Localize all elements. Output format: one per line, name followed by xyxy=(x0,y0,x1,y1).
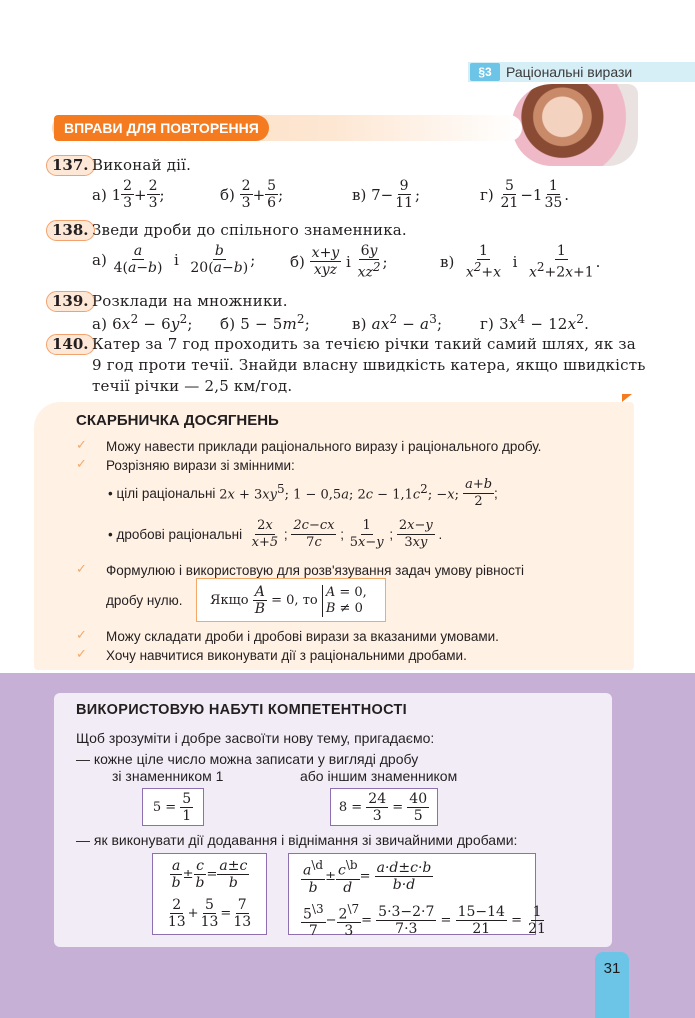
exercise-137-g: г) 5 21 −1 1 35 . xyxy=(480,178,570,211)
exercises-banner: ВПРАВИ ДЛЯ ПОВТОРЕННЯ xyxy=(54,115,269,141)
exercise-137-a: а) 1 2 3 + 2 3 ; xyxy=(92,178,165,211)
exercise-138-v: в) 1 $x^2+x$ і 1 $x^2+2x+1$ . xyxy=(440,243,601,281)
section-title: Раціональні вирази xyxy=(506,64,633,80)
exercise-140-line-1: Катер за 7 год проходить за течією річки такий самий шлях, як за xyxy=(92,335,636,353)
achievement-item-1: Можу навести приклади раціонального виразу і раціонального дробу. xyxy=(106,439,542,454)
exercise-139-v: в) $ax^2 - a^3$; xyxy=(352,312,443,333)
whole-rational-examples: • цілі раціональні $2x + 3xy^5$; 1 − 0,5a; $2c - 1,1c^2$; −x; a+b 2 ; xyxy=(108,477,498,509)
check-icon: ✓ xyxy=(76,457,87,472)
page-number: 31 xyxy=(595,952,629,1018)
corner-marker xyxy=(622,394,632,402)
exercise-number-137: 137. xyxy=(46,155,95,176)
zero-label: дробу нулю. xyxy=(106,593,183,608)
exercise-140-line-3: течії річки — 2,5 км/год. xyxy=(92,377,293,395)
exercise-137-b: б) 2 3 + 5 6 ; xyxy=(220,178,284,211)
exercise-138-a: а) a 4(a−b) і b 20(a−b) ; xyxy=(92,243,256,276)
formula-box-8: 8 = 24 3 = 40 5 xyxy=(330,788,438,826)
competences-point-2: — як виконувати дії додавання і віднімання зі звичайними дробами: xyxy=(76,832,518,848)
competences-sub-2: або іншим знаменником xyxy=(300,768,458,784)
check-icon: ✓ xyxy=(76,647,87,662)
achievement-item-2: Розрізняю вирази зі змінними: xyxy=(106,458,295,473)
exercise-139-g: г) $3x^4 - 12x^2$. xyxy=(480,312,590,333)
formula-box-common-denominator: $a^{\backslash d}$ b ± $c^{\backslash b}$ d = a·d±c·b b·d $5^{\backslash 3}$ 7 − $2^{\backslash 7}$ 3 = 5·3−2·7 7·3 = 15−14 21 = 1 21 xyxy=(288,853,536,935)
fractional-rational-examples: • дробові раціональні 2x x+5 ; 2c−cx 7c ; 1 5x−y ; 2x−y 3xy . xyxy=(108,518,443,550)
girls-photo xyxy=(512,84,638,166)
exercise-138-text: Зведи дроби до спільного знаменника. xyxy=(92,221,407,239)
check-icon: ✓ xyxy=(76,562,87,577)
achievement-item-5: Хочу навчитися виконувати дії з раціональними дробами. xyxy=(106,648,467,663)
achievements-title: СКАРБНИЧКА ДОСЯГНЕНЬ xyxy=(76,412,279,429)
exercise-137-text: Виконай дії. xyxy=(92,156,192,174)
exercise-139-a: а) $6x^2 - 6y^2$; xyxy=(92,312,193,333)
formula-box-rule: a b ± c b = a±c b 2 13 + 5 13 = 7 13 xyxy=(152,853,267,935)
exercise-number-138: 138. xyxy=(46,220,95,241)
exercise-139-text: Розклади на множники. xyxy=(92,292,288,310)
formula-box-5: 5 = 5 1 xyxy=(142,788,204,826)
exercise-138-b: б) x+y xyz і 6y $xz^2$ ; xyxy=(290,243,388,281)
exercise-139-b: б) $5 - 5m^2$; xyxy=(220,312,311,333)
section-number: §3 xyxy=(470,63,500,81)
competences-sub-1: зі знаменником 1 xyxy=(112,768,224,784)
achievement-item-3: Формулюю і використовую для розв'язування задач умову рівності xyxy=(106,563,525,578)
competences-point-1: — кожне ціле число можна записати у вигляді дробу xyxy=(76,751,419,767)
exercise-number-139: 139. xyxy=(46,291,95,312)
competences-intro: Щоб зрозуміти і добре засвоїти нову тему, пригадаємо: xyxy=(76,730,435,746)
competences-title: ВИКОРИСТОВУЮ НАБУТІ КОМПЕТЕНТНОСТІ xyxy=(76,702,407,718)
achievement-item-4: Можу складати дроби і дробові вирази за вказаними умовами. xyxy=(106,629,499,644)
check-icon: ✓ xyxy=(76,438,87,453)
zero-condition-formula: Якщо A B = 0, то A = 0, B ≠ 0 xyxy=(210,584,367,617)
check-icon: ✓ xyxy=(76,628,87,643)
exercise-137-v: в) 7− 9 11 ; xyxy=(352,178,421,211)
exercise-140-line-2: 9 год проти течії. Знайди власну швидкість катера, якщо швидкість xyxy=(92,356,646,374)
exercise-number-140: 140. xyxy=(46,334,95,355)
